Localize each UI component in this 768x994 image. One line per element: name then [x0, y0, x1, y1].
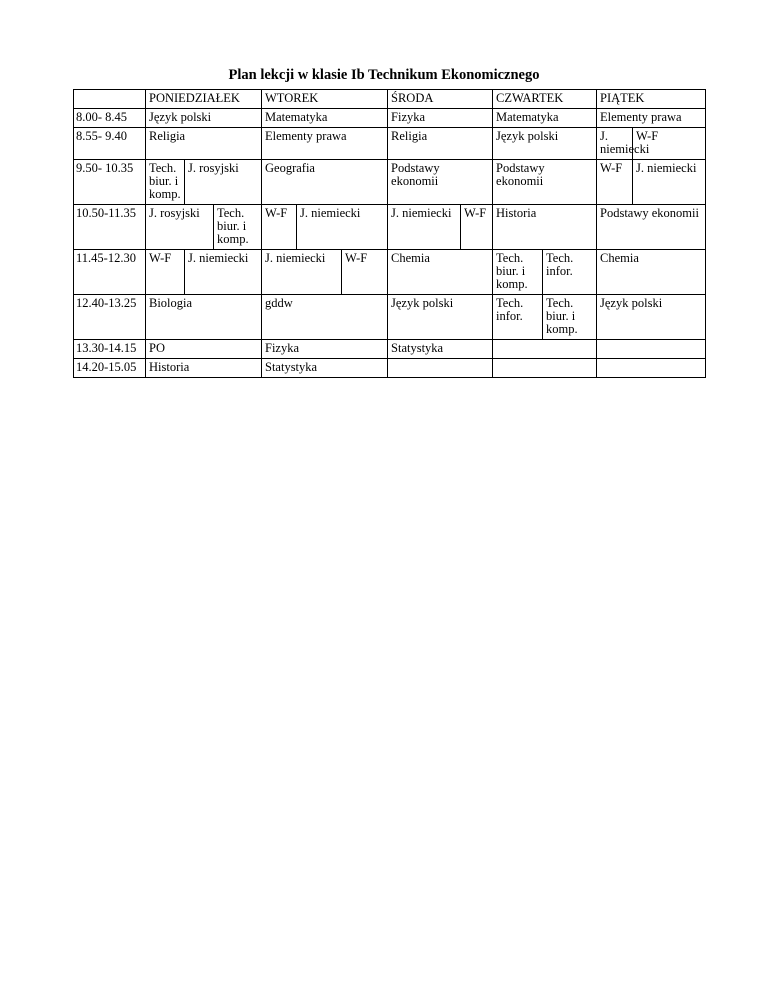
- table-row: [74, 359, 706, 378]
- lesson-cell: Religia: [146, 128, 262, 160]
- lesson-cell: [597, 359, 706, 378]
- lesson-cell: J. niemiecki: [388, 205, 461, 250]
- lesson-cell: Tech. infor.: [543, 250, 597, 295]
- lesson-cell: W-F: [461, 205, 493, 250]
- timetable: [73, 89, 706, 378]
- lesson-cell: Religia: [388, 128, 493, 160]
- day-header-monday: PONIEDZIAŁEK: [146, 90, 262, 109]
- time-cell: 9.50- 10.35: [74, 160, 146, 205]
- lesson-cell: Matematyka: [493, 109, 597, 128]
- lesson-cell: J. niemiecki: [633, 160, 706, 205]
- table-row: [74, 160, 706, 205]
- lesson-cell: Podstawy ekonomii: [388, 160, 493, 205]
- table-row: [74, 340, 706, 359]
- lesson-cell: Chemia: [597, 250, 706, 295]
- lesson-cell: Chemia: [388, 250, 493, 295]
- lesson-cell: Tech. biur. i komp.: [543, 295, 597, 340]
- lesson-cell: Język polski: [597, 295, 706, 340]
- time-cell: 13.30-14.15: [74, 340, 146, 359]
- day-header-wednesday: ŚRODA: [388, 90, 493, 109]
- lesson-cell: W-F: [633, 128, 706, 160]
- lesson-cell: Tech. infor.: [493, 295, 543, 340]
- lesson-cell: W-F: [146, 250, 185, 295]
- lesson-cell: Tech. biur. i komp.: [146, 160, 185, 205]
- lesson-cell: Język polski: [493, 128, 597, 160]
- lesson-cell: Elementy prawa: [597, 109, 706, 128]
- table-row: [74, 250, 706, 295]
- lesson-cell: W-F: [262, 205, 297, 250]
- lesson-cell: gddw: [262, 295, 388, 340]
- lesson-cell: J. niemiecki: [597, 128, 633, 160]
- day-header-friday: PIĄTEK: [597, 90, 706, 109]
- table-row: [74, 128, 706, 160]
- table-row: [74, 109, 706, 128]
- lesson-cell: [493, 359, 597, 378]
- lesson-cell: Podstawy ekonomii: [597, 205, 706, 250]
- time-cell: 11.45-12.30: [74, 250, 146, 295]
- lesson-cell: Język polski: [388, 295, 493, 340]
- time-cell: 10.50-11.35: [74, 205, 146, 250]
- lesson-cell: W-F: [342, 250, 388, 295]
- lesson-cell: Język polski: [146, 109, 262, 128]
- lesson-cell: Elementy prawa: [262, 128, 388, 160]
- time-cell: 8.55- 9.40: [74, 128, 146, 160]
- lesson-cell: [597, 340, 706, 359]
- header-row: [74, 90, 706, 109]
- lesson-cell: PO: [146, 340, 262, 359]
- table-row: [74, 295, 706, 340]
- lesson-cell: Statystyka: [262, 359, 388, 378]
- day-header-thursday: CZWARTEK: [493, 90, 597, 109]
- corner-cell: [74, 90, 146, 109]
- lesson-cell: [388, 359, 493, 378]
- lesson-cell: Biologia: [146, 295, 262, 340]
- lesson-cell: J. niemiecki: [262, 250, 342, 295]
- lesson-cell: W-F: [597, 160, 633, 205]
- lesson-cell: J. rosyjski: [146, 205, 214, 250]
- lesson-cell: Statystyka: [388, 340, 493, 359]
- lesson-cell: Fizyka: [388, 109, 493, 128]
- lesson-cell: Geografia: [262, 160, 388, 205]
- page-title: Plan lekcji w klasie Ib Technikum Ekonomicznego: [228, 67, 540, 83]
- lesson-cell: Fizyka: [262, 340, 388, 359]
- time-cell: 14.20-15.05: [74, 359, 146, 378]
- lesson-cell: Tech. biur. i komp.: [493, 250, 543, 295]
- lesson-cell: Historia: [493, 205, 597, 250]
- lesson-cell: Matematyka: [262, 109, 388, 128]
- time-cell: 12.40-13.25: [74, 295, 146, 340]
- lesson-cell: J. niemiecki: [185, 250, 262, 295]
- table-row: [74, 205, 706, 250]
- lesson-cell: J. niemiecki: [297, 205, 388, 250]
- lesson-cell: J. rosyjski: [185, 160, 262, 205]
- lesson-cell: Tech. biur. i komp.: [214, 205, 262, 250]
- lesson-cell: Podstawy ekonomii: [493, 160, 597, 205]
- lesson-cell: [493, 340, 597, 359]
- time-cell: 8.00- 8.45: [74, 109, 146, 128]
- day-header-tuesday: WTOREK: [262, 90, 388, 109]
- lesson-cell: Historia: [146, 359, 262, 378]
